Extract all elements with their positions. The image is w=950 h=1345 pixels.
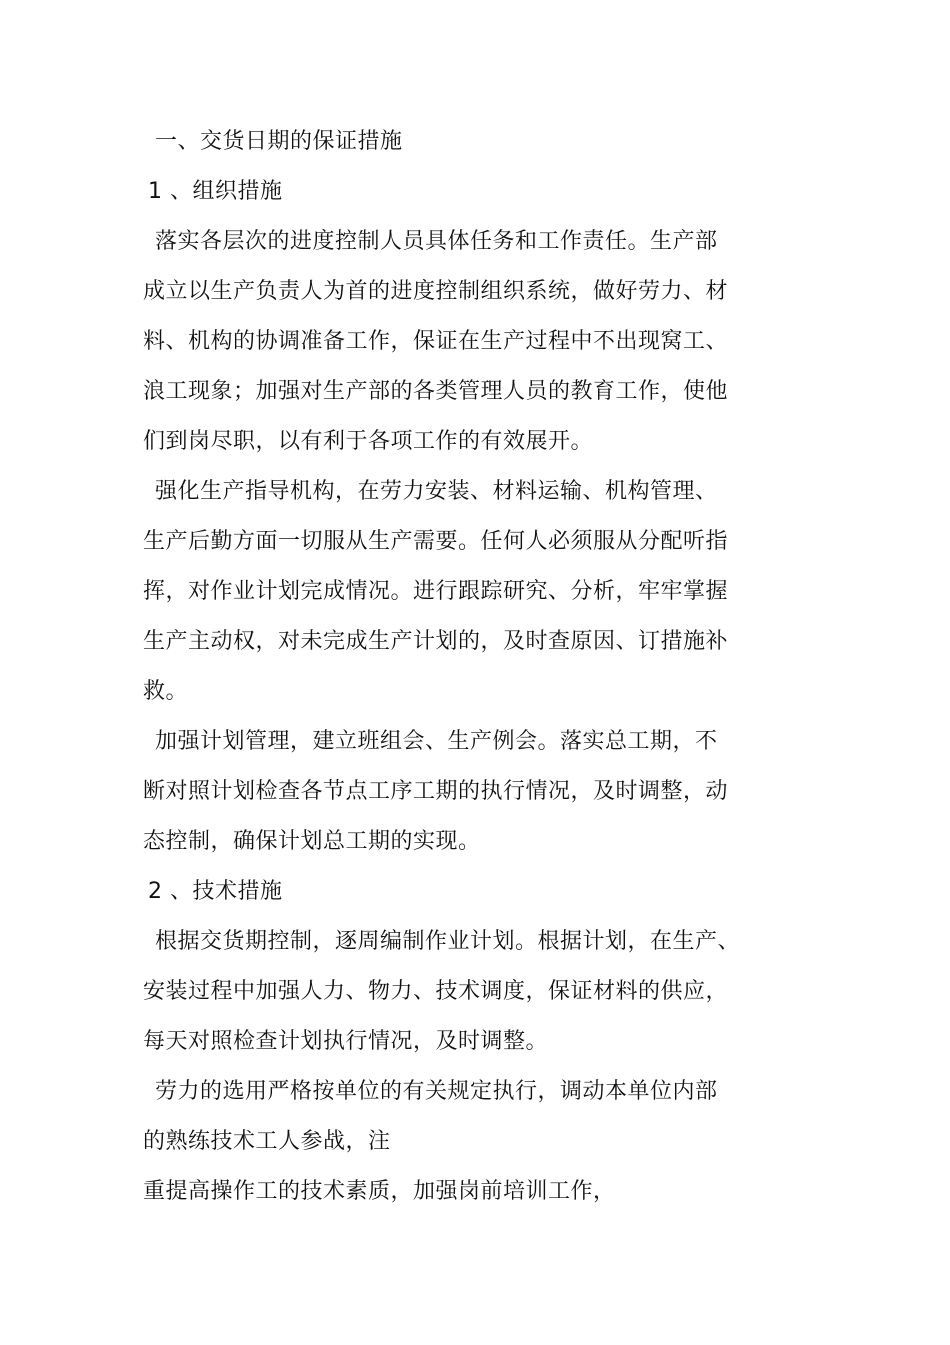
paragraph-line: 们到岗尽职，以有利于各项工作的有效展开。 [143,429,594,454]
paragraph-line: 每天对照检查计划执行情况，及时调整。 [143,1029,549,1054]
paragraph-line: 救。 [143,679,189,704]
section-title: 一、交货日期的保证措施 [155,129,403,154]
subsection-title-2: 2 、技术措施 [148,879,283,904]
paragraph-line: 重提高操作工的技术素质，加强岗前培训工作， [143,1179,616,1204]
paragraph-line: 落实各层次的进度控制人员具体任务和工作责任。生产部 [155,229,718,254]
paragraph-line: 加强计划管理，建立班组会、生产例会。落实总工期，不 [155,729,718,754]
paragraph-line: 生产主动权，对未完成生产计划的，及时查原因、订措施补 [143,629,729,654]
paragraph-line: 的熟练技术工人参战，注 [143,1129,391,1154]
paragraph-line: 料、机构的协调准备工作，保证在生产过程中不出现窝工、 [143,329,729,354]
paragraph-line: 强化生产指导机构，在劳力安装、材料运输、机构管理、 [155,479,718,504]
paragraph-line: 浪工现象；加强对生产部的各类管理人员的教育工作，使他 [143,379,729,404]
paragraph-line: 断对照计划检查各节点工序工期的执行情况，及时调整，动 [143,779,729,804]
paragraph-line: 根据交货期控制，逐周编制作业计划。根据计划，在生产、 [155,929,741,954]
paragraph-line: 安装过程中加强人力、物力、技术调度，保证材料的供应， [143,979,729,1004]
paragraph-line: 挥，对作业计划完成情况。进行跟踪研究、分析，牢牢掌握 [143,579,729,604]
paragraph-line: 劳力的选用严格按单位的有关规定执行，调动本单位内部 [155,1079,718,1104]
paragraph-line: 生产后勤方面一切服从生产需要。任何人必须服从分配听指 [143,529,729,554]
paragraph-line: 态控制，确保计划总工期的实现。 [143,829,481,854]
paragraph-line: 成立以生产负责人为首的进度控制组织系统，做好劳力、材 [143,279,729,304]
subsection-title-1: 1 、组织措施 [148,179,283,204]
